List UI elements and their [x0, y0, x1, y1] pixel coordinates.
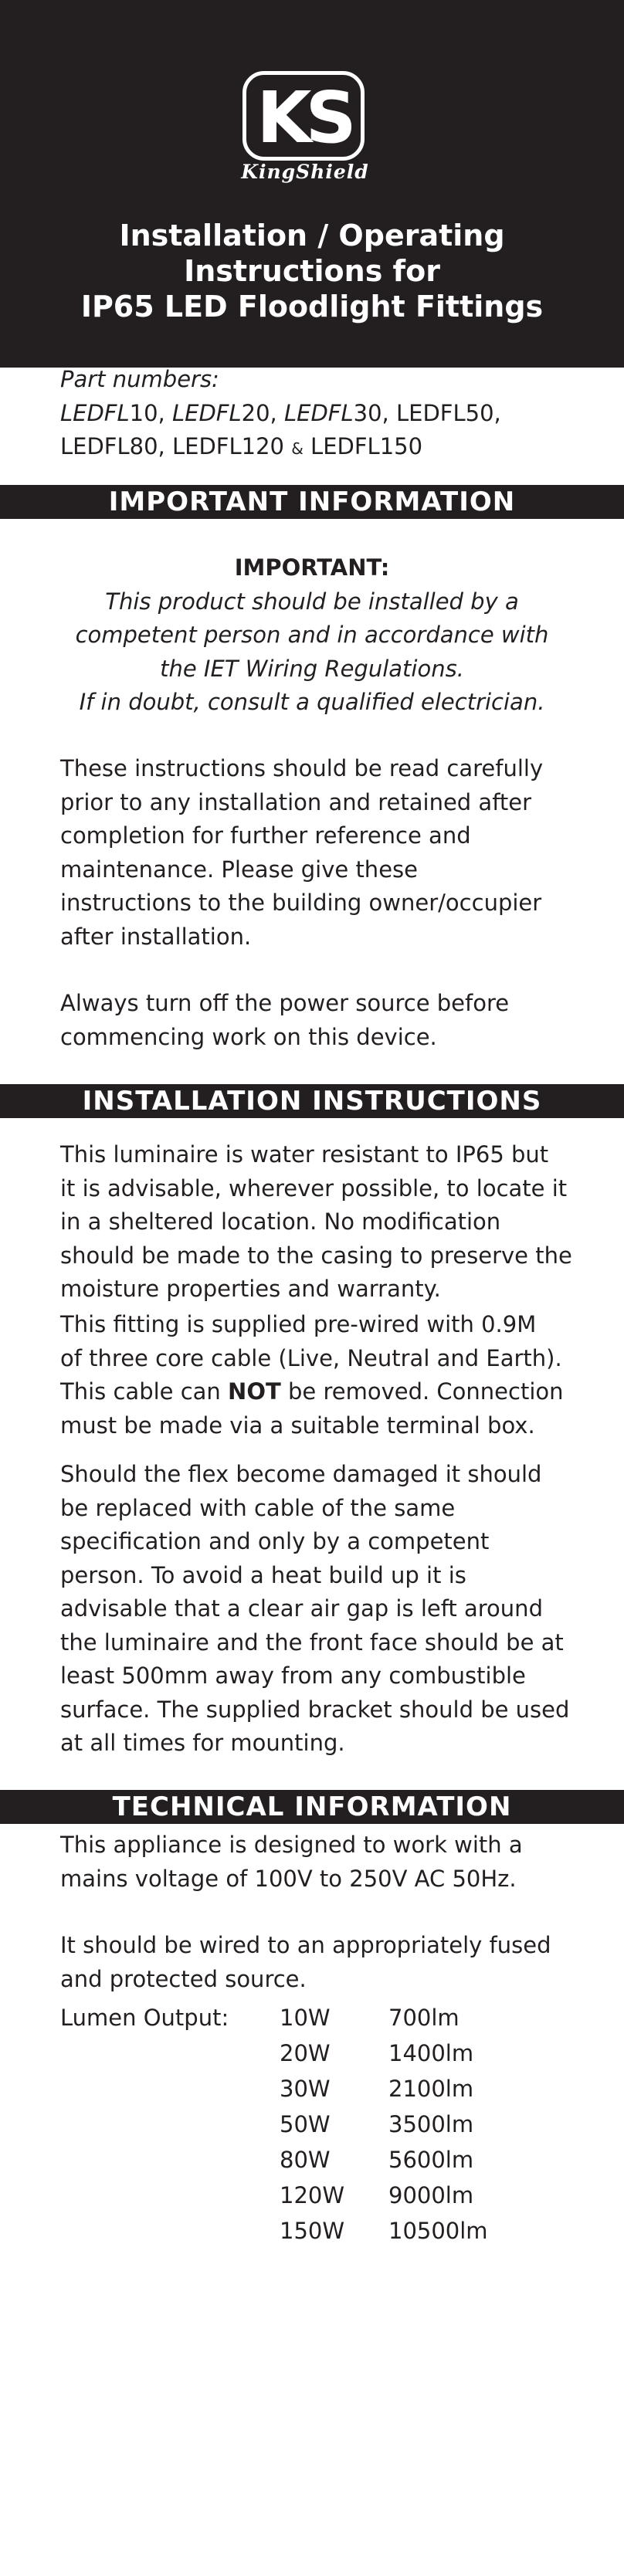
- lumen-row-lumens: 1400lm: [388, 2040, 474, 2066]
- text-line: Should the flex become damaged it should: [60, 1461, 542, 1487]
- notice-line: If in doubt, consult a qualified electrician.: [79, 689, 545, 715]
- part-code: LEDFL80, LEDFL120: [60, 433, 292, 459]
- text-line: mains voltage of 100V to 250V AC 50Hz.: [60, 1865, 517, 1892]
- important-label: IMPORTANT:: [234, 554, 390, 581]
- text-line: prior to any installation and retained after: [60, 788, 532, 815]
- header-banner: [0, 0, 624, 368]
- text-line: These instructions should be read carefully: [60, 755, 544, 781]
- part-code: 30, LEDFL50,: [353, 399, 501, 426]
- notice-line: This product should be installed by a: [105, 588, 519, 615]
- document-title: [0, 218, 624, 324]
- text-line: This fitting is supplied pre-wired with 0.9M: [60, 1311, 537, 1337]
- text-line: of three core cable (Live, Neutral and Earth).: [60, 1344, 562, 1371]
- installation-instructions-heading: INSTALLATION INSTRUCTIONS: [0, 1084, 624, 1118]
- technical-paragraph-1: [60, 1829, 585, 1896]
- text-line: must be made via a suitable terminal box.: [60, 1412, 535, 1439]
- text-line: instructions to the building owner/occupier: [60, 890, 542, 916]
- instructions-paragraph: [60, 752, 585, 954]
- text-line: person. To avoid a heat build up it is: [60, 1561, 466, 1588]
- part-code: LEDFL: [172, 399, 242, 426]
- installation-paragraph-2: [60, 1308, 585, 1442]
- lumen-output-label: Lumen Output:: [60, 2005, 229, 2031]
- text-line: and protected source.: [60, 1965, 307, 1992]
- title-line: Instructions for: [184, 254, 440, 288]
- technical-information-heading: TECHNICAL INFORMATION: [0, 1790, 624, 1824]
- ampersand: &: [291, 439, 304, 458]
- logo-letters: KS: [256, 76, 351, 159]
- text-line: advisable that a clear air gap is left around: [60, 1595, 543, 1622]
- lumen-row-watts: 10W: [280, 2005, 331, 2031]
- lumen-row-lumens: 700lm: [388, 2005, 460, 2031]
- part-code: 10,: [129, 399, 172, 426]
- text-line: This luminaire is water resistant to IP65 but: [60, 1141, 549, 1168]
- part-numbers-label: Part numbers:: [60, 366, 219, 392]
- text-fragment: This cable can: [60, 1378, 229, 1405]
- lumen-row-watts: 30W: [280, 2076, 331, 2102]
- text-line: maintenance. Please give these: [60, 856, 418, 883]
- part-code: LEDFL150: [303, 433, 423, 459]
- part-code: 20,: [241, 399, 284, 426]
- lumen-row-watts: 150W: [280, 2218, 345, 2244]
- lumen-row-watts: 120W: [280, 2182, 345, 2208]
- lumen-row-lumens: 9000lm: [388, 2182, 474, 2208]
- installation-paragraph-1: [60, 1138, 585, 1307]
- installation-paragraph-3: [60, 1458, 585, 1761]
- text-line: specification and only by a competent: [60, 1528, 490, 1554]
- text-line: Always turn off the power source before: [60, 990, 510, 1016]
- text-line: least 500mm away from any combustible: [60, 1663, 526, 1689]
- technical-paragraph-2: [60, 1929, 585, 1996]
- text-line: commencing work on this device.: [60, 1023, 437, 1050]
- title-line: Installation / Operating: [119, 219, 505, 253]
- lumen-row-watts: 20W: [280, 2040, 331, 2066]
- part-code: LEDFL: [60, 399, 130, 426]
- notice-line: competent person and in accordance with: [75, 622, 549, 648]
- lumen-row-lumens: 10500lm: [388, 2218, 488, 2244]
- text-line: it is advisable, wherever possible, to locate it: [60, 1174, 568, 1202]
- text-line: should be made to the casing to preserve the: [60, 1242, 572, 1269]
- text-line: in a sheltered location. No modification: [60, 1208, 501, 1235]
- notice-line: the IET Wiring Regulations.: [160, 655, 464, 682]
- text-line: after installation.: [60, 923, 252, 950]
- text-line: It should be wired to an appropriately fused: [60, 1932, 551, 1958]
- part-code: LEDFL: [284, 399, 354, 426]
- lumen-row-watts: 80W: [280, 2147, 331, 2173]
- lumen-row-lumens: 5600lm: [388, 2147, 474, 2173]
- important-information-heading: IMPORTANT INFORMATION: [0, 485, 624, 519]
- text-line: moisture properties and warranty.: [60, 1276, 441, 1302]
- lumen-row-lumens: 2100lm: [388, 2076, 474, 2102]
- power-warning-paragraph: [60, 987, 585, 1054]
- important-notice: [46, 551, 578, 720]
- text-line: be replaced with cable of the same: [60, 1494, 456, 1521]
- part-numbers-line: [60, 430, 585, 466]
- part-numbers: [60, 363, 585, 466]
- logo-brand-name: KingShield: [241, 161, 369, 183]
- text-line: This appliance is designed to work with a: [60, 1832, 523, 1858]
- part-numbers-line: [60, 397, 585, 431]
- lumen-row-watts: 50W: [280, 2111, 331, 2137]
- text-line: completion for further reference and: [60, 822, 471, 849]
- kingshield-logo: [242, 71, 365, 161]
- text-line: surface. The supplied bracket should be used: [60, 1696, 570, 1723]
- title-line: IP65 LED Floodlight Fittings: [80, 290, 544, 324]
- text-line: at all times for mounting.: [60, 1730, 345, 1756]
- text-line: the luminaire and the front face should be at: [60, 1629, 564, 1656]
- text-line: [60, 1375, 585, 1409]
- text-fragment: be removed. Connection: [280, 1378, 564, 1405]
- lumen-row-lumens: 3500lm: [388, 2111, 474, 2137]
- not-emphasis: NOT: [228, 1378, 281, 1405]
